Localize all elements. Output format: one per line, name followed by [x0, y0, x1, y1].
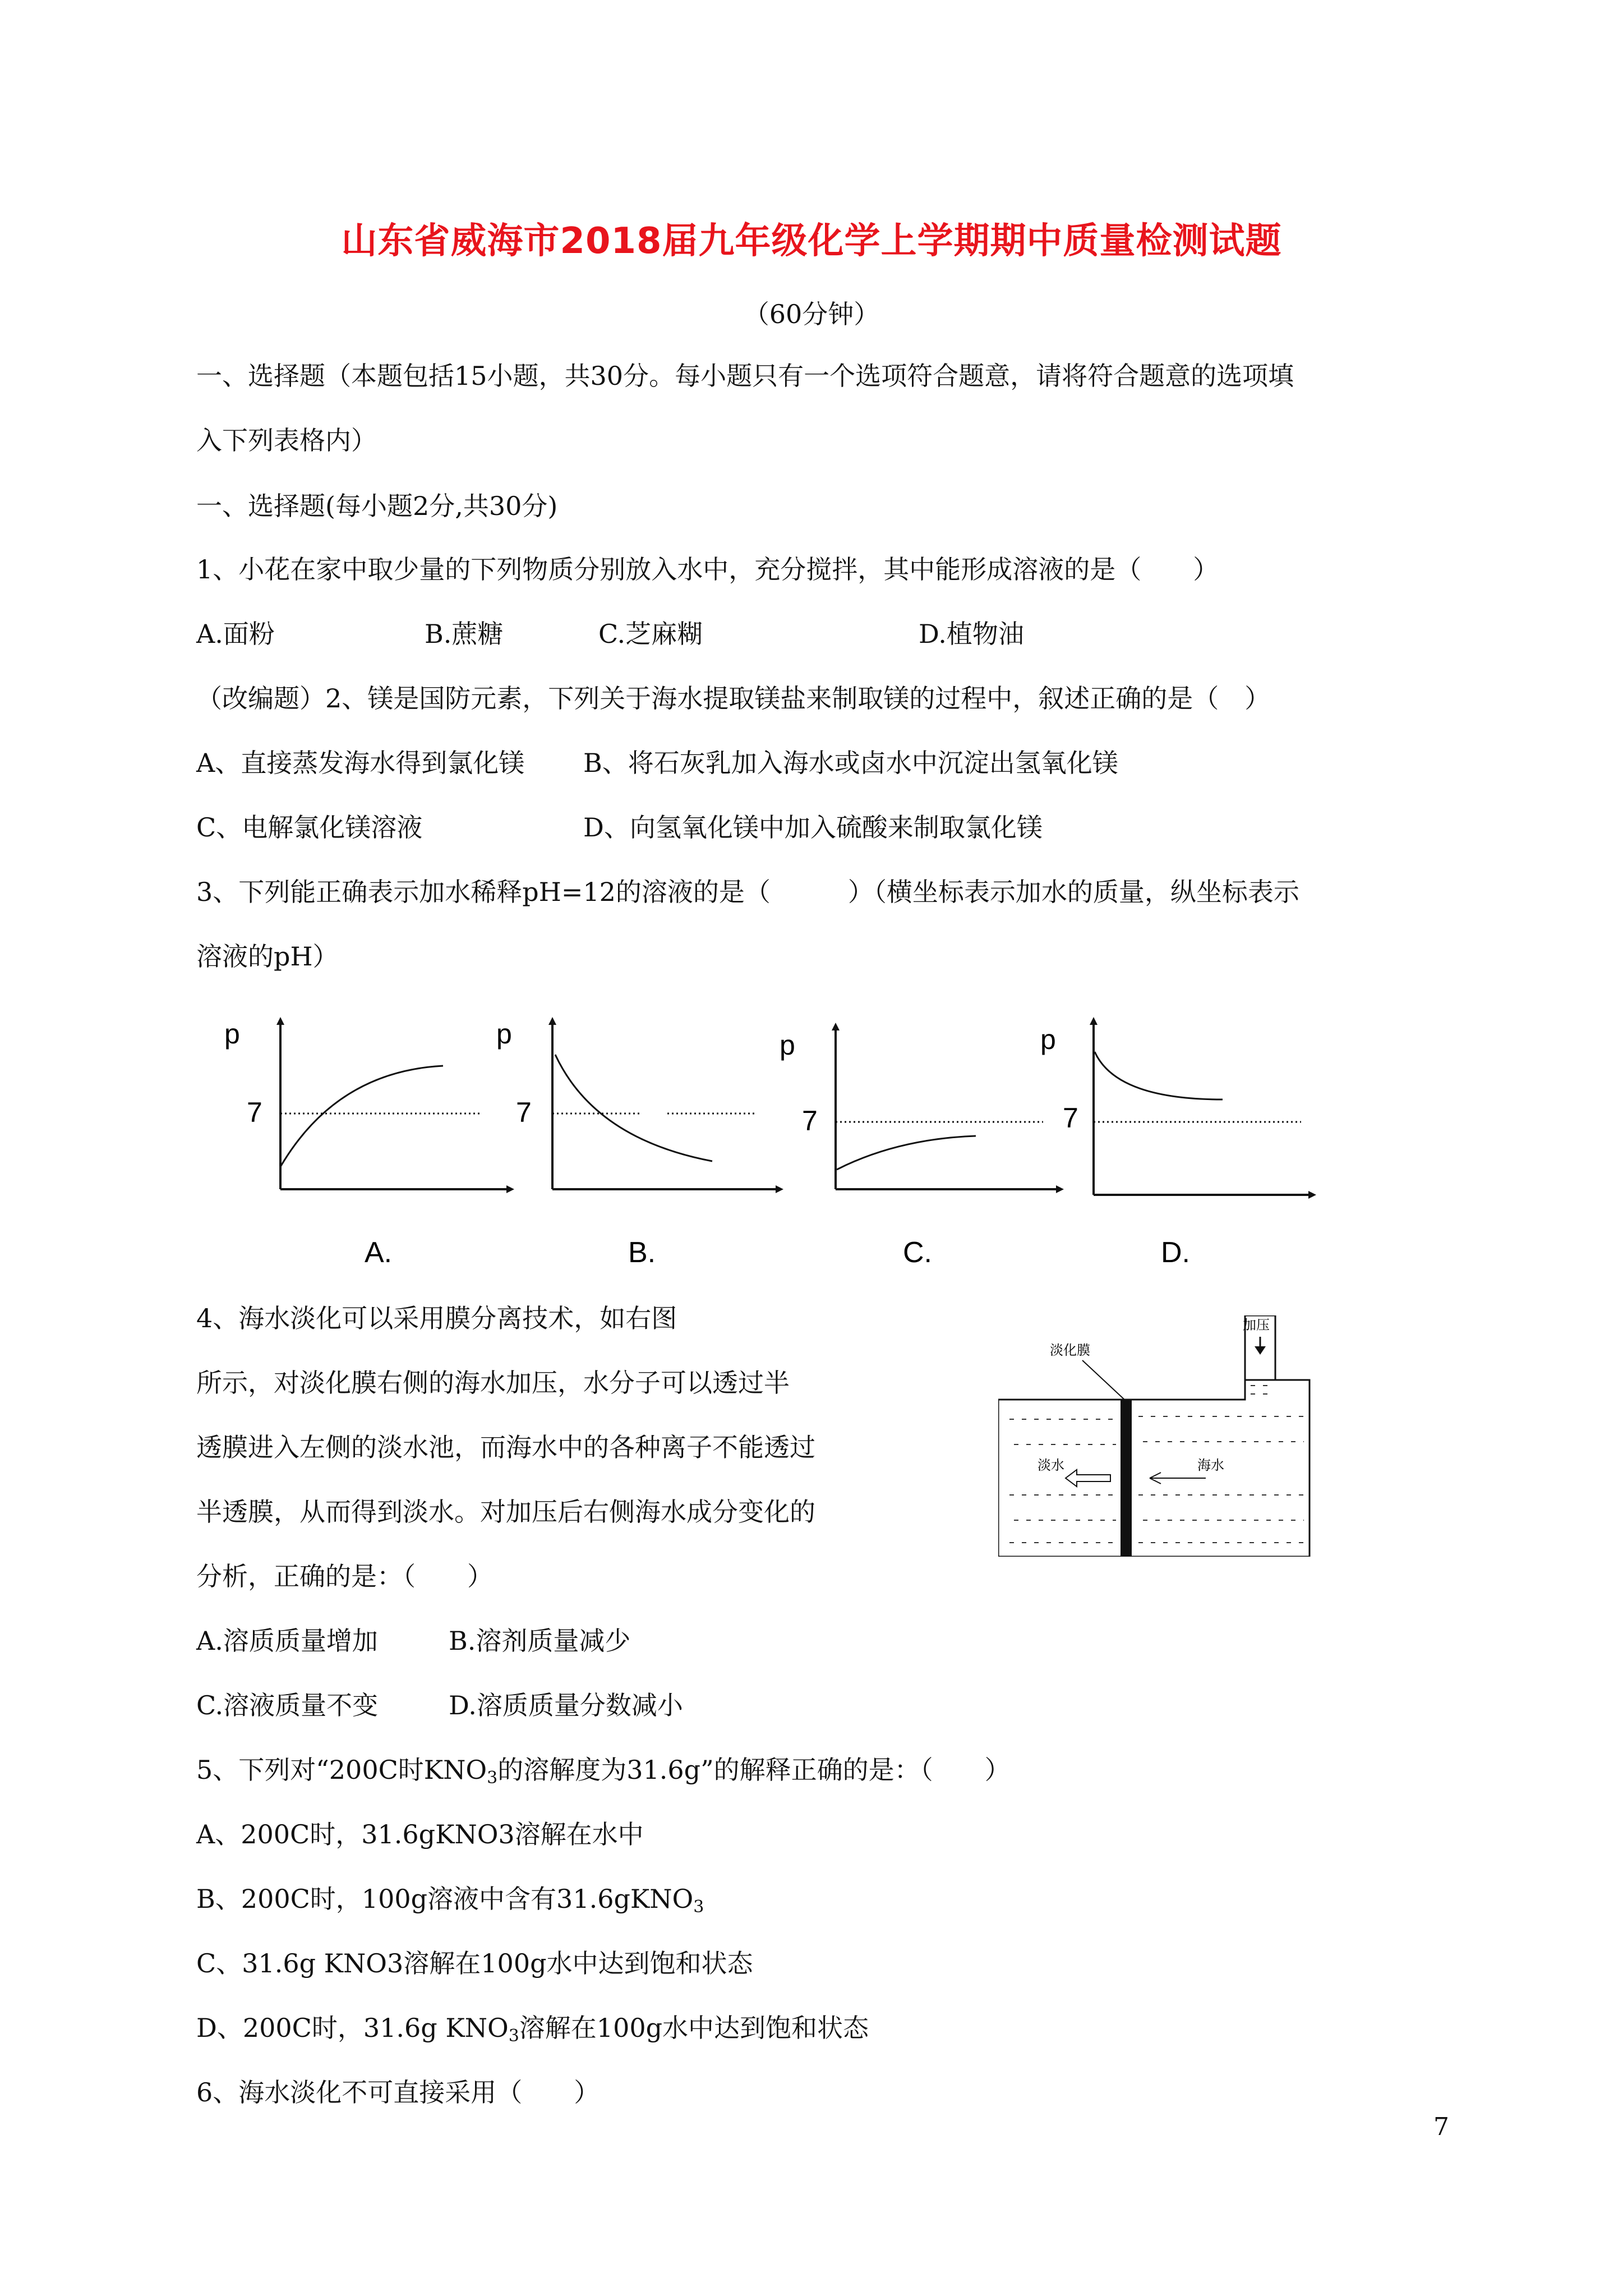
section-intro-line-1: 一、选择题（本题包括15小题，共30分。每小题只有一个选项符合题意，请将符合题意的选项填 — [196, 361, 1294, 391]
exam-duration: （60分钟） — [743, 299, 880, 329]
question-5-option-a: A、200C时，31.6gKNO3溶解在水中 — [196, 1819, 644, 1849]
graph-b-label: B. — [628, 1236, 656, 1269]
graph-a-label: A. — [365, 1236, 393, 1269]
question-4-option-c: C.溶液质量不变 — [196, 1690, 379, 1720]
graph-a-ref-label: 7 — [247, 1097, 262, 1128]
page-number: 7 — [1433, 2113, 1449, 2141]
question-1-option-c: C.芝麻糊 — [598, 619, 703, 649]
pressure-label: 加压 — [1243, 1317, 1270, 1333]
question-2-option-a: A、直接蒸发海水得到氯化镁 — [196, 748, 525, 778]
membrane-label: 淡化膜 — [1050, 1342, 1090, 1358]
question-4-option-d: D.溶质质量分数减小 — [449, 1690, 683, 1720]
question-2-stem: （改编题）2、镁是国防元素，下列关于海水提取镁盐来制取镁的过程中，叙述正确的是（ ） — [196, 683, 1271, 714]
question-3-stem-line-2: 溶液的pH） — [196, 941, 339, 972]
question-4-stem-line-1: 4、海水淡化可以采用膜分离技术，如右图 — [196, 1303, 677, 1333]
graph-a-axis-label: p — [224, 1018, 240, 1050]
question-1-option-a: A.面粉 — [196, 619, 275, 649]
section-heading: 一、选择题(每小题2分,共30分) — [196, 491, 558, 521]
graph-d — [1040, 1021, 1312, 1269]
question-5-option-c: C、31.6g KNO3溶解在100g水中达到饱和状态 — [196, 1948, 753, 1978]
question-1-stem: 1、小花在家中取少量的下列物质分别放入水中，充分搅拌，其中能形成溶液的是（ ） — [196, 554, 1219, 585]
fresh-water-label: 淡水 — [1038, 1457, 1064, 1473]
question-1-option-d: D.植物油 — [919, 619, 1024, 649]
graph-b — [496, 1018, 780, 1269]
ph-dilution-graphs — [191, 1004, 1346, 1285]
question-4-stem-line-2: 所示，对淡化膜右侧的海水加压，水分子可以透过半 — [196, 1368, 790, 1398]
question-1-option-b: B.蔗糖 — [425, 619, 504, 649]
membrane-desalination-figure — [998, 1315, 1312, 1557]
question-3-stem-line-1: 3、下列能正确表示加水稀释pH=12的溶液的是（ ）（横坐标表示加水的质量，纵坐标表示 — [196, 877, 1299, 907]
graph-b-ref-label: 7 — [516, 1097, 532, 1128]
question-4-option-a: A.溶质质量增加 — [196, 1626, 378, 1656]
graph-d-ref-label: 7 — [1063, 1102, 1078, 1134]
graph-d-axis-label: p — [1040, 1024, 1056, 1055]
graph-c — [780, 1027, 1060, 1269]
graph-c-ref-label: 7 — [802, 1105, 818, 1137]
graph-b-axis-label: p — [496, 1018, 512, 1050]
graph-c-label: C. — [903, 1236, 932, 1269]
question-4-option-b: B.溶剂质量减少 — [449, 1626, 631, 1656]
question-4-stem-line-5: 分析，正确的是：（ ） — [196, 1561, 493, 1591]
question-5-option-d: D、200C时，31.6g $KNO_3$溶解在100g水中达到饱和状态 — [196, 2013, 869, 2046]
page-title: 山东省威海市2018届九年级化学上学期期中质量检测试题 — [341, 220, 1282, 262]
graph-c-axis-label: p — [780, 1029, 795, 1061]
question-5-option-b: B、200C时，100g溶液中含有31.6gKNO$_3$ — [196, 1884, 704, 1917]
section-intro-line-2: 入下列表格内） — [196, 425, 377, 455]
question-2-option-d: D、向氢氧化镁中加入硫酸来制取氯化镁 — [583, 812, 1043, 843]
question-4-stem-line-4: 半透膜，从而得到淡水。对加压后右侧海水成分变化的 — [196, 1497, 815, 1527]
sea-water-label: 海水 — [1197, 1457, 1224, 1473]
question-4-stem-line-3: 透膜进入左侧的淡水池，而海水中的各种离子不能透过 — [196, 1432, 815, 1462]
graph-d-label: D. — [1161, 1236, 1190, 1269]
graph-a — [224, 1018, 510, 1269]
question-6-stem: 6、海水淡化不可直接采用（ ） — [196, 2077, 600, 2108]
membrane-bar — [1121, 1400, 1132, 1557]
question-2-option-c: C、电解氯化镁溶液 — [196, 812, 423, 843]
question-2-option-b: B、将石灰乳加入海水或卤水中沉淀出氢氧化镁 — [583, 748, 1118, 778]
question-5-stem: 5、下列对“200C时$KNO_3$的溶解度为31.6g”的解释正确的是：（ ） — [196, 1755, 1011, 1788]
